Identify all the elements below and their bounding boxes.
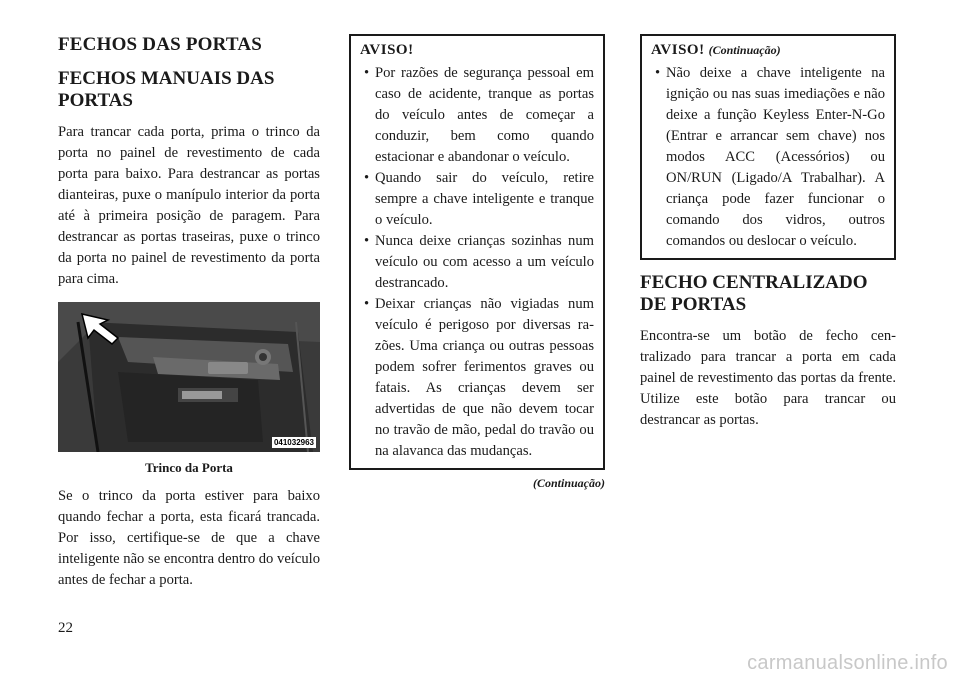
- central-locks-paragraph: Encontra-se um botão de fecho centralizado para trancar a porta em cada painel de revestimento das portas da frente. Utilize este botão para trancar ou destrancar as portas.: [640, 328, 896, 428]
- warning-item: • Não deixe a chave inteligente na ignição ou nas suas imediações e não deixe a função Keyless Enter-N-Go (Entrar e arrancar sem chave) nos modos ACC (Acessórios) ou ON/RUN (Ligado/A Trabalhar). A criança pode fazer funcionar o comando dos vidros, outros comandos ou deslocar o veículo.: [651, 63, 885, 252]
- continued-note: (Continuação): [532, 476, 605, 490]
- column-middle: [349, 34, 605, 491]
- watermark: carmanualsonline.info: [747, 652, 948, 674]
- figure-id: 041032963: [273, 438, 314, 447]
- door-latch-figure: [58, 302, 320, 476]
- warning-item: • Deixar crianças não vigiadas num veículo é perigoso por diversas razões. Uma criança ou outras pessoas podem sofrer ferimentos graves ou fatais. As crianças devem ser advertidas de que não devem tocar no travão de mão, pedal do travão ou na alavanca das mudanças.: [360, 294, 594, 462]
- manual-locks-paragraph-2: Se o trinco da porta estiver para baixo quando fechar a porta, esta ficará trancada. Por isso, certifique-se de que a chave inteligente não se encontra dentro do veículo antes de fechar a porta.: [58, 488, 320, 588]
- warning-item: • Por razões de segurança pessoal em caso de acidente, tranque as portas do veículo antes de começar a conduzir, bem como quando estacionar e abandonar o veículo.: [360, 63, 594, 168]
- door-panel-photo: [58, 302, 320, 452]
- warning-title-continued: [651, 42, 885, 59]
- door-panel-illustration: [58, 302, 320, 452]
- warning-title: AVISO!: [360, 42, 414, 58]
- central-locks-heading: FECHO CENTRALIZADO DE PORTAS: [640, 272, 868, 315]
- column-right: [640, 34, 896, 431]
- manual-locks-heading: FECHOS MANUAIS DAS PORTAS: [58, 68, 275, 111]
- warning-list: [360, 63, 594, 462]
- section-title: FECHOS DAS PORTAS: [58, 34, 263, 55]
- warning-continued-label: (Continuação): [708, 43, 781, 57]
- warning-box-1: [349, 34, 605, 470]
- manual-locks-paragraph: Para trancar cada porta, prima o trinco da porta no painel de revestimento de cada porta para baixo. Para destrancar as portas dianteiras, puxe o manípulo interior da porta até à primeira posição de paragem. Para destrancar as portas traseiras, puxe o trinco da porta no painel de revestimento da porta para cima.: [58, 124, 320, 287]
- page-number: 22: [58, 620, 73, 636]
- warning-item: • Nunca deixe crianças sozinhas num veículo ou com acesso a um veículo destrancado.: [360, 231, 594, 294]
- warning-item: • Quando sair do veículo, retire sempre a chave inteligente e tranque o veículo.: [360, 168, 594, 231]
- figure-caption: Trinco da Porta: [145, 460, 233, 475]
- warning-box-2: [640, 34, 896, 260]
- column-left: [58, 34, 320, 591]
- warning-title-text: AVISO!: [651, 42, 705, 58]
- warning-list: [651, 63, 885, 252]
